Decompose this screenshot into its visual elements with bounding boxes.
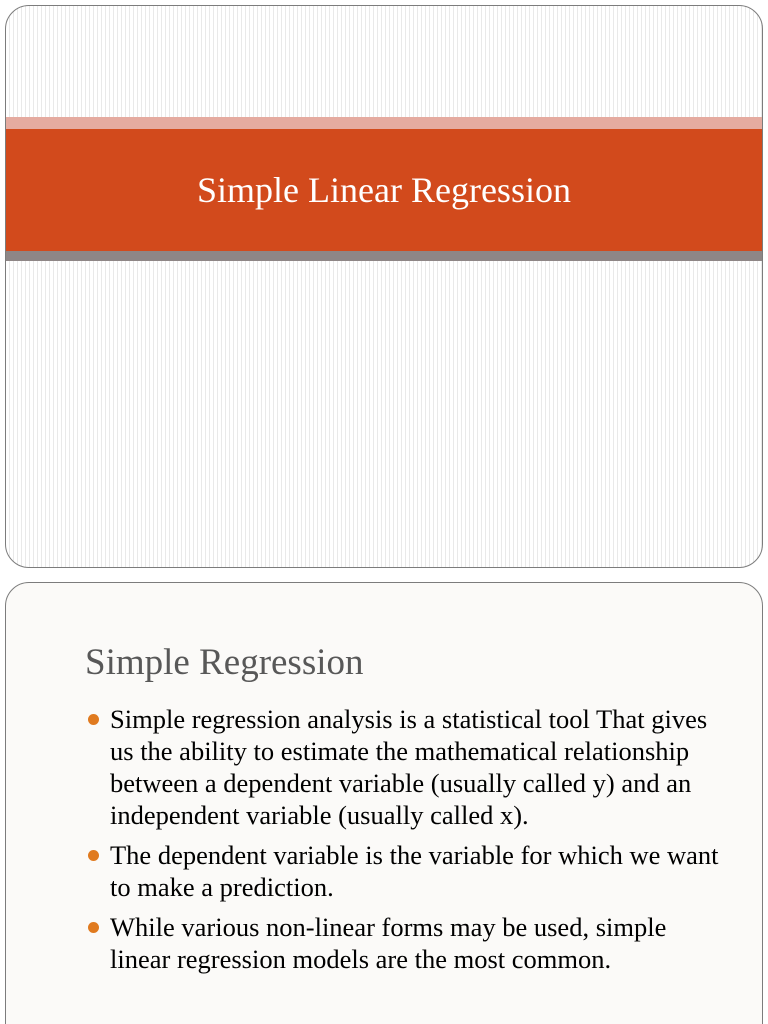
title-slide	[5, 5, 763, 568]
bullet-dot-icon	[88, 922, 99, 933]
title-band-accent-bottom	[6, 251, 762, 261]
bullet-list	[86, 703, 726, 983]
bullet-dot-icon	[88, 850, 99, 861]
content-slide	[5, 582, 763, 1024]
bullet-text: Simple regression analysis is a statistical tool That gives us the ability to estimate the mathematical relationship between a dependent variable (usually called y) and an independent variable (usually called x).	[110, 704, 708, 830]
slide-title: Simple Linear Regression	[197, 170, 571, 210]
title-band-accent-top	[6, 117, 762, 129]
bullet-text: The dependent variable is the variable for which we want to make a prediction.	[110, 840, 719, 902]
bullet-item	[86, 703, 726, 831]
slide-heading: Simple Regression	[85, 642, 364, 683]
bullet-item	[86, 911, 726, 975]
bullet-text: While various non-linear forms may be used, simple linear regression models are the most common.	[110, 912, 667, 974]
title-band	[6, 129, 762, 251]
bullet-item	[86, 839, 726, 903]
bullet-dot-icon	[88, 714, 99, 725]
